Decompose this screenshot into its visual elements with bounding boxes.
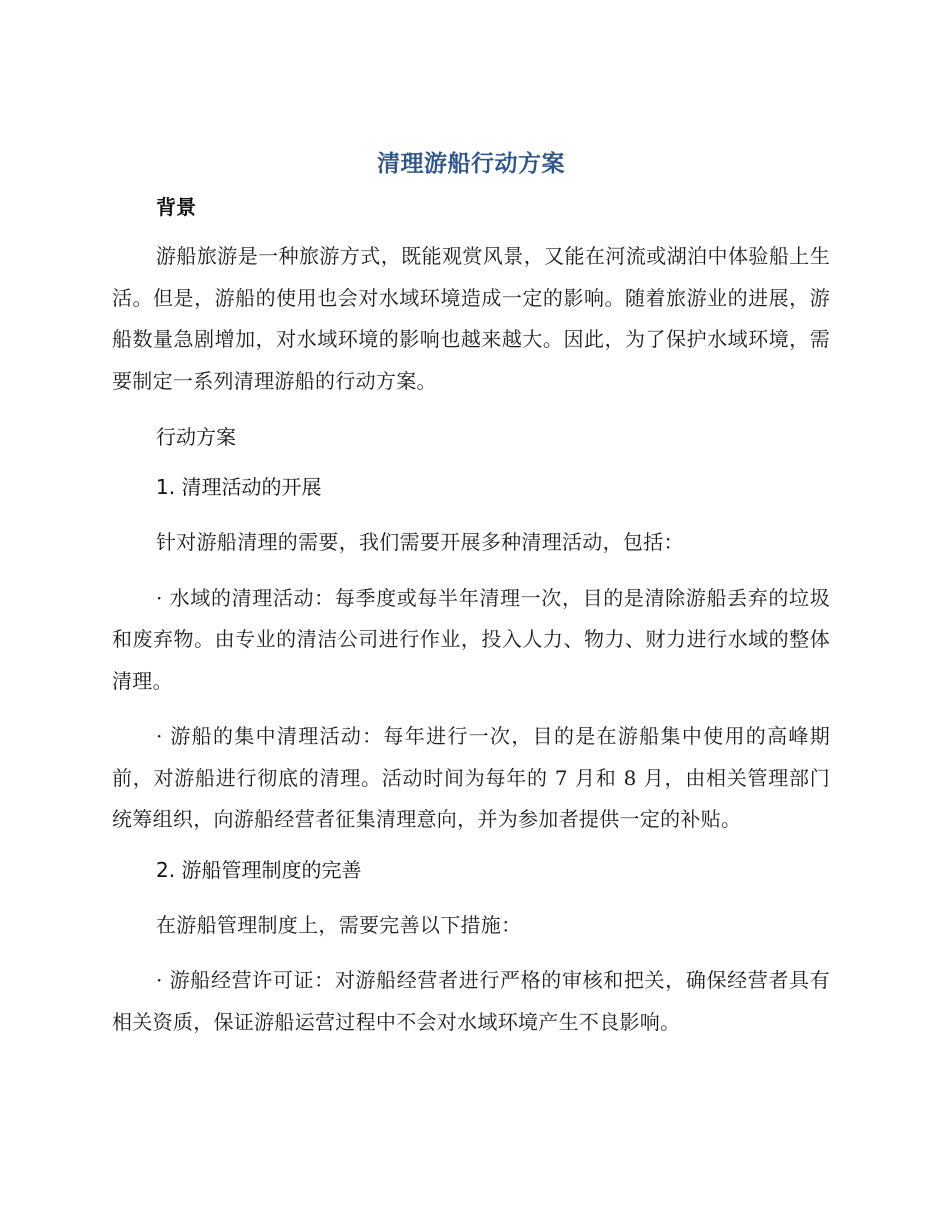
document-title: 清理游船行动方案: [377, 151, 565, 177]
spacer: [112, 502, 830, 522]
background-paragraph: 游船旅游是一种旅游方式，既能观赏风景，又能在河流或湖泊中体验船上生活。但是，游船的使用也会对水域环境造成一定的影响。随着旅游业的进展，游船数量急剧增加，对水域环境的影响也越来越大。因此，为了保护水域环境，需要制定一系列清理游船的行动方案。: [112, 244, 830, 393]
spacer: [112, 452, 830, 472]
section-heading-background: 背景: [156, 195, 196, 219]
spacer: [112, 885, 830, 905]
spacer: [112, 222, 830, 236]
spacer: [112, 946, 830, 960]
subsection-heading-cleanup-activities: 1. 清理活动的开展: [156, 475, 322, 499]
bullet-boat-cleanup: · 游船的集中清理活动：每年进行一次，目的是在游船集中使用的高峰期前，对游船进行彻底的清理。活动时间为每年的 7 月和 8 月，由相关管理部门统筹组织，向游船经营者征集清理意向，并为参加者提供一定的补贴。: [112, 724, 830, 831]
section-heading-plan: 行动方案: [156, 425, 236, 449]
bullet-water-cleanup: · 水域的清理活动：每季度或每半年清理一次，目的是清除游船丢弃的垃圾和废弃物。由专业的清洁公司进行作业，投入人力、物力、财力进行水域的整体清理。: [112, 585, 830, 693]
bullet-operating-license: · 游船经营许可证：对游船经营者进行严格的审核和把关，确保经营者具有相关资质，保证游船运营过程中不会对水域环境产生不良影响。: [112, 968, 830, 1034]
spacer: [112, 841, 830, 855]
management-intro-paragraph: 在游船管理制度上，需要完善以下措施：: [156, 912, 522, 937]
subsection-heading-management: 2. 游船管理制度的完善: [156, 857, 362, 882]
spacer: [112, 402, 830, 422]
spacer: [112, 564, 830, 578]
cleanup-intro-paragraph: 针对游船清理的需要，我们需要开展多种清理活动，包括：: [156, 530, 684, 554]
spacer: [112, 702, 830, 716]
